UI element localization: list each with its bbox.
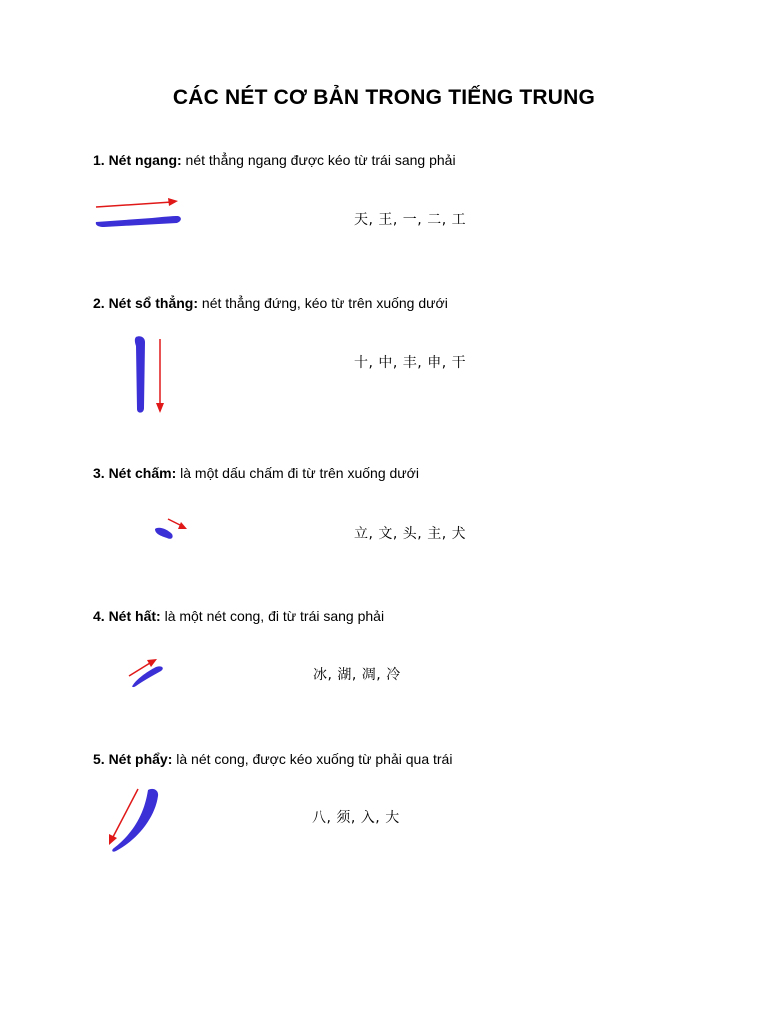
stroke-description: là nét cong, được kéo xuống từ phải qua trái (172, 751, 453, 767)
rising-stroke-icon (124, 654, 168, 688)
example-characters: 冰, 湖, 凋, 冷 (313, 667, 401, 683)
stroke-heading-ngang (93, 152, 456, 168)
example-characters: 十, 中, 丰, 申, 干 (354, 355, 467, 371)
left-falling-stroke-icon (100, 784, 166, 856)
stroke-heading-cham (93, 465, 419, 481)
stroke-description: là một dấu chấm đi từ trên xuống dưới (176, 465, 419, 481)
stroke-label: 2. Nét sổ thẳng: (93, 295, 199, 311)
stroke-label: 5. Nét phẩy: (93, 751, 173, 767)
example-characters: 立, 文, 头, 主, 犬 (354, 526, 467, 542)
vertical-stroke-icon (130, 334, 170, 416)
example-characters: 天, 王, 一, 二, 工 (354, 212, 467, 228)
stroke-heading-hat (93, 608, 384, 624)
stroke-description: nét thẳng ngang được kéo từ trái sang phải (181, 152, 456, 168)
stroke-description: là một nét cong, đi từ trái sang phải (160, 608, 385, 624)
stroke-heading-so-thang (93, 295, 448, 311)
stroke-label: 3. Nét chấm: (93, 465, 177, 481)
example-characters: 八, 须, 入, 大 (312, 810, 400, 826)
page-title: CÁC NÉT CƠ BẢN TRONG TIẾNG TRUNG (172, 86, 596, 109)
stroke-label: 1. Nét ngang: (93, 152, 182, 168)
stroke-description: nét thẳng đứng, kéo từ trên xuống dưới (198, 295, 448, 311)
stroke-label: 4. Nét hất: (93, 608, 161, 624)
stroke-heading-phay (93, 751, 452, 767)
dot-stroke-icon (150, 514, 192, 544)
horizontal-stroke-icon (92, 196, 187, 232)
